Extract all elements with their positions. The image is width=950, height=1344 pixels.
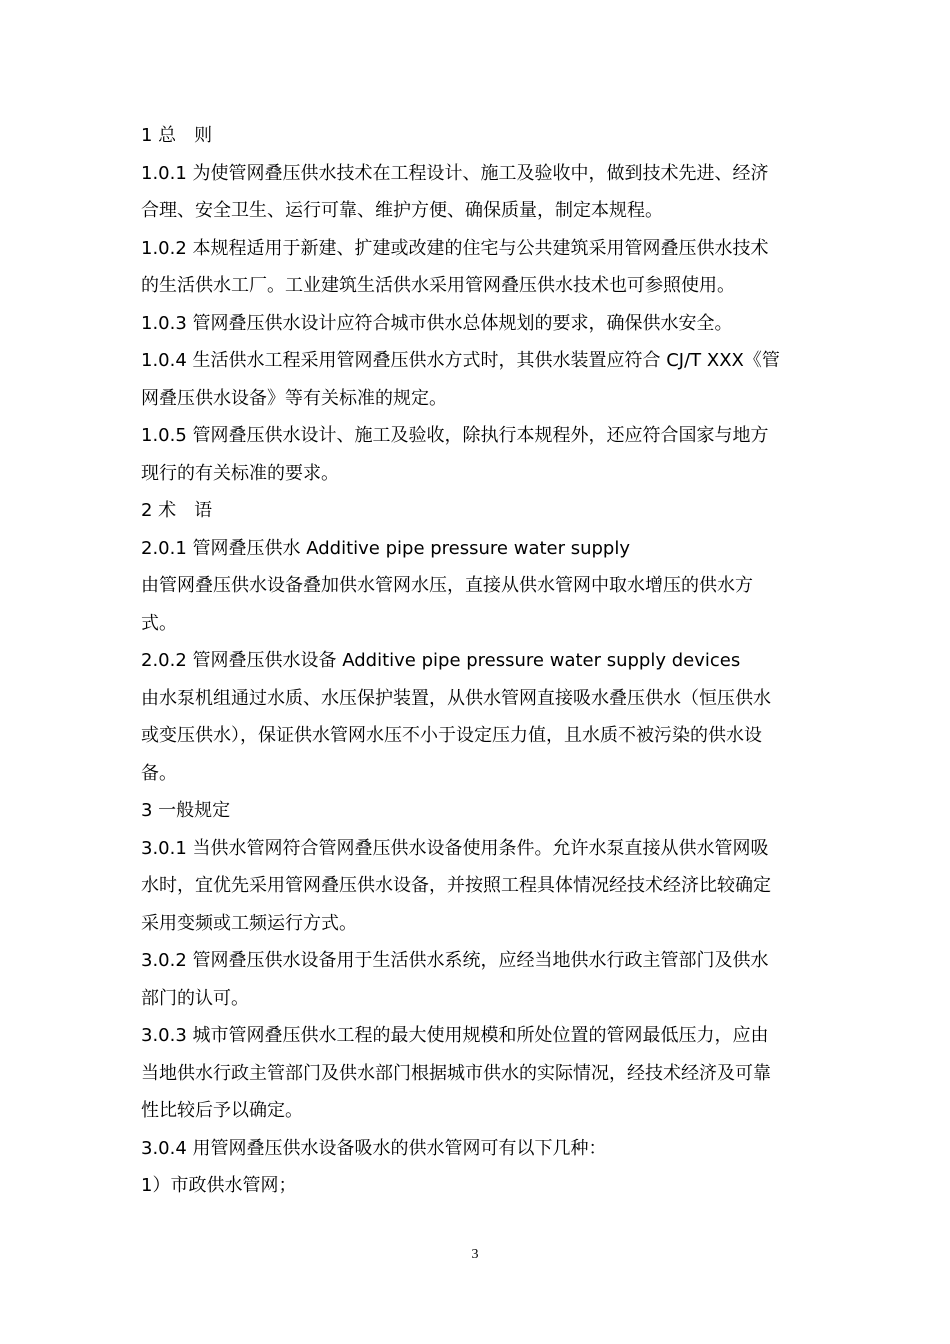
text-line: 或变压供水），保证供水管网水压不小于设定压力值，且水质不被污染的供水设	[141, 725, 762, 746]
text-line: 2.0.2 管网叠压供水设备 Additive pipe pressure water supply devices	[141, 650, 741, 671]
text-line: 部门的认可。	[141, 987, 249, 1009]
text-line: 水时，宜优先采用管网叠压供水设备，并按照工程具体情况经技术经济比较确定	[141, 875, 771, 896]
page-number: 3	[471, 1247, 479, 1262]
text-line: 采用变频或工频运行方式。	[141, 912, 357, 934]
text-line: 网叠压供水设备》等有关标准的规定。	[141, 387, 447, 409]
text-line: 1.0.4 生活供水工程采用管网叠压供水方式时，其供水装置应符合 CJ/T XXX《管	[141, 350, 780, 371]
text-line: 由水泵机组通过水质、水压保护装置，从供水管网直接吸水叠压供水（恒压供水	[141, 687, 771, 709]
text-line: 2 术 语	[141, 500, 213, 521]
text-line: 1.0.3 管网叠压供水设计应符合城市供水总体规划的要求，确保供水安全。	[141, 312, 733, 334]
text-line: 3 一般规定	[141, 800, 231, 821]
text-line: 式。	[141, 612, 177, 634]
text-line: 1 总 则	[141, 125, 213, 146]
text-line: 3.0.1 当供水管网符合管网叠压供水设备使用条件。允许水泵直接从供水管网吸	[141, 837, 769, 859]
text-line: 1.0.5 管网叠压供水设计、施工及验收，除执行本规程外，还应符合国家与地方	[141, 425, 769, 446]
text-line: 3.0.2 管网叠压供水设备用于生活供水系统，应经当地供水行政主管部门及供水	[141, 950, 769, 971]
text-line: 性比较后予以确定。	[141, 1100, 303, 1121]
text-line: 由管网叠压供水设备叠加供水管网水压，直接从供水管网中取水增压的供水方	[141, 575, 753, 596]
text-line: 1.0.1 为使管网叠压供水技术在工程设计、施工及验收中，做到技术先进、经济	[141, 162, 769, 184]
text-line: 1）市政供水管网；	[141, 1175, 297, 1196]
text-line: 1.0.2 本规程适用于新建、扩建或改建的住宅与公共建筑采用管网叠压供水技术	[141, 237, 769, 259]
text-line: 当地供水行政主管部门及供水部门根据城市供水的实际情况，经技术经济及可靠	[141, 1062, 771, 1084]
document-body	[141, 117, 809, 1205]
text-line: 备。	[141, 762, 177, 784]
text-line: 的生活供水工厂。工业建筑生活供水采用管网叠压供水技术也可参照使用。	[141, 275, 735, 296]
text-line: 2.0.1 管网叠压供水 Additive pipe pressure water supply	[141, 537, 631, 559]
text-line: 3.0.3 城市管网叠压供水工程的最大使用规模和所处位置的管网最低压力，应由	[141, 1025, 769, 1046]
text-line: 合理、安全卫生、运行可靠、维护方便、确保质量，制定本规程。	[141, 200, 663, 221]
text-line: 3.0.4 用管网叠压供水设备吸水的供水管网可有以下几种：	[141, 1137, 607, 1159]
text-line: 现行的有关标准的要求。	[141, 462, 339, 484]
